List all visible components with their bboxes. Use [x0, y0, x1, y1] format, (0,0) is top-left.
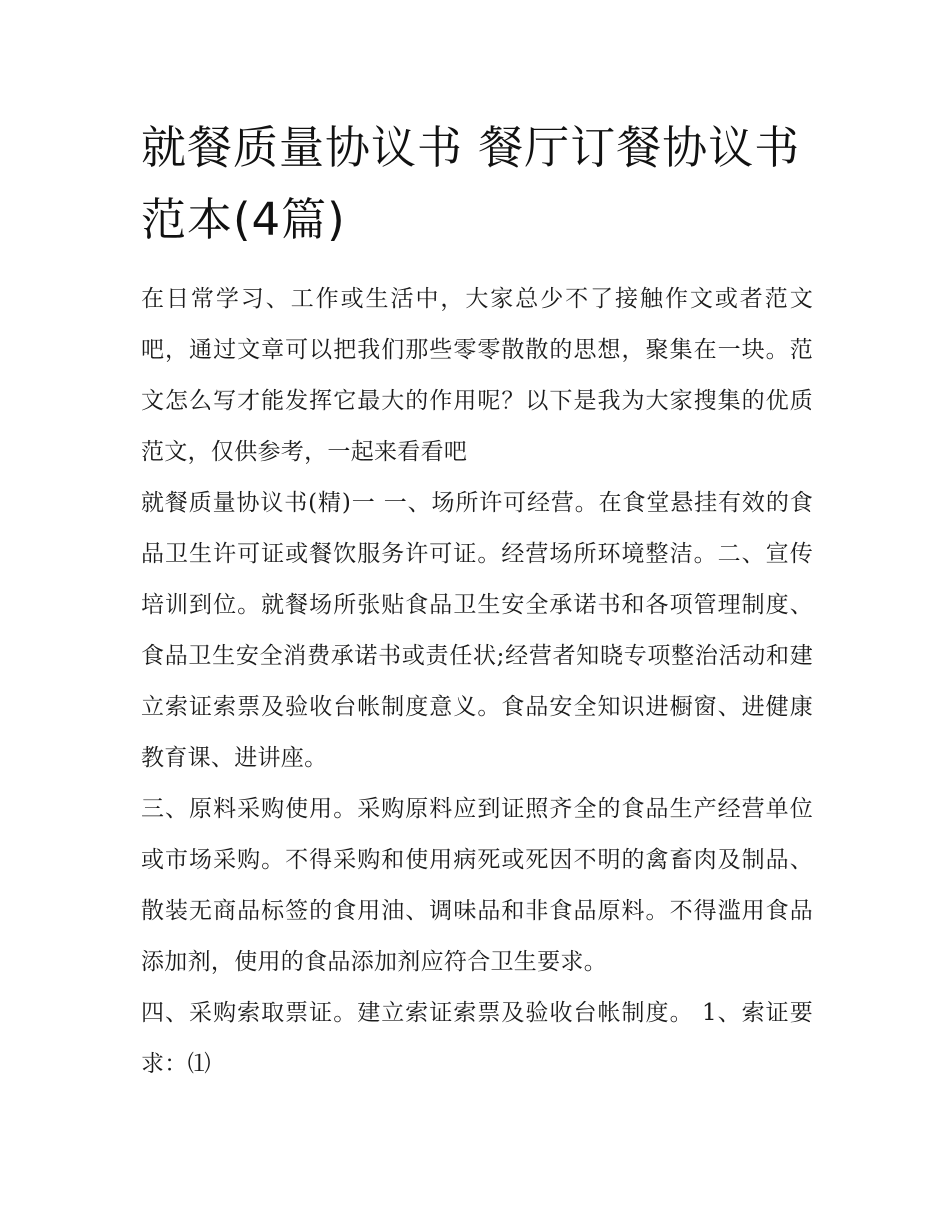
paragraph-intro: 在日常学习、工作或生活中，大家总少不了接触作文或者范文吧，通过文章可以把我们那些零零散散的思想，聚集在一块。范文怎么写才能发挥它最大的作用呢？以下是我为大家搜集的优质范文，仅供参考，一起来看看吧 [141, 286, 813, 465]
document-body [141, 112, 813, 1090]
paragraph-section-four: 四、采购索取票证。建立索证索票及验收台帐制度。 1、索证要求：⑴ [141, 1000, 813, 1077]
document-title: 就餐质量协议书 餐厅订餐协议书范本(4篇) [141, 121, 801, 246]
paragraph-section-three: 三、原料采购使用。采购原料应到证照齐全的食品生产经营单位或市场采购。不得采购和使用病死或死因不明的禽畜肉及制品、散装无商品标签的食用油、调味品和非食品原料。不得滥用食品添加剂，使用的食品添加剂应符合卫生要求。 [141, 796, 813, 975]
paragraph-section-one-two: 就餐质量协议书(精)一 一、场所许可经营。在食堂悬挂有效的食品卫生许可证或餐饮服务许可证。经营场所环境整洁。二、宣传培训到位。就餐场所张贴食品卫生安全承诺书和各项管理制度、食品卫生安全消费承诺书或责任状;经营者知晓专项整治活动和建立索证索票及验收台帐制度意义。食品安全知识进橱窗、进健康教育课、进讲座。 [141, 490, 813, 771]
